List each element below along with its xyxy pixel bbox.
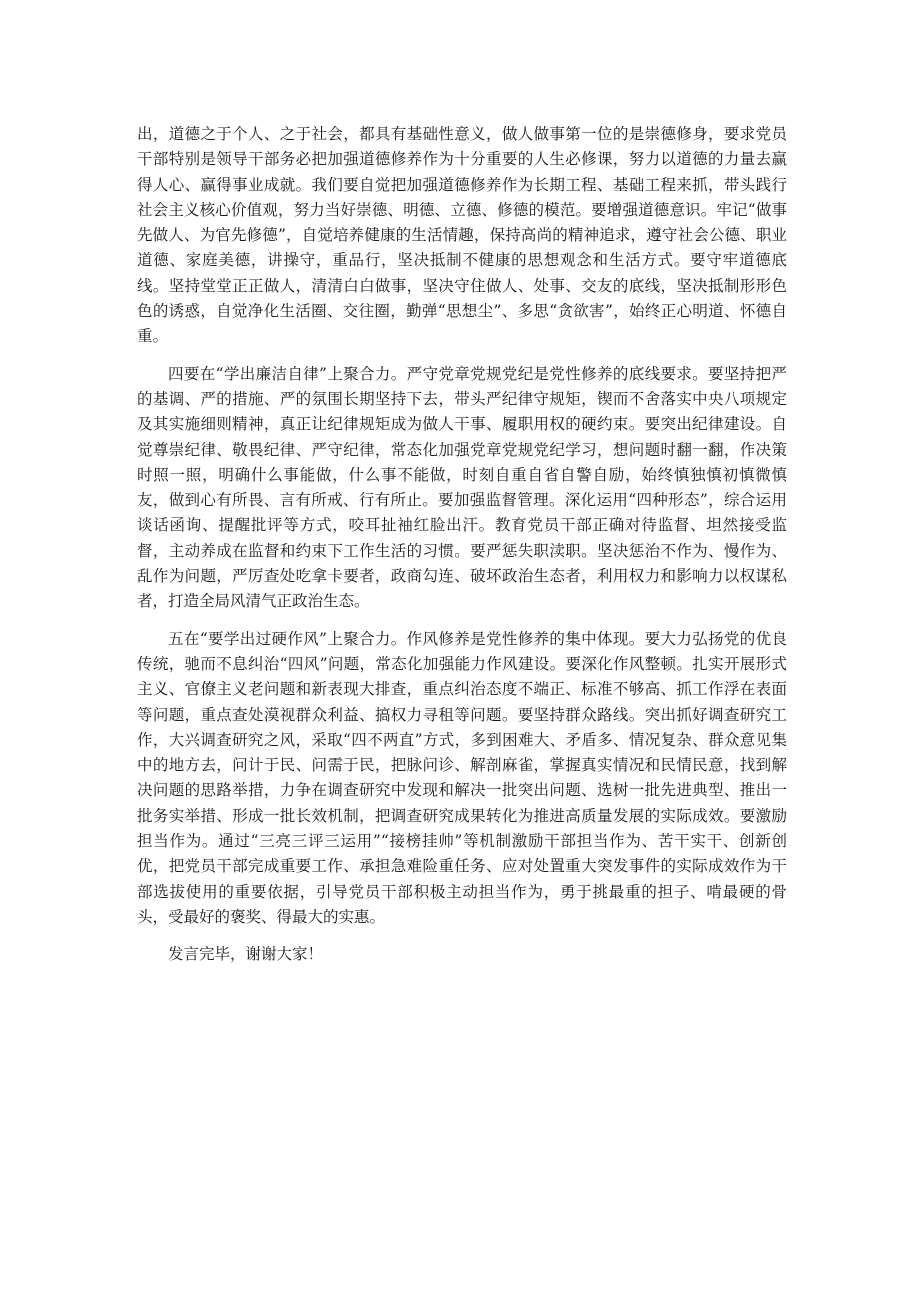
paragraph-continued: 出，道德之于个人、之于社会，都具有基础性意义，做人做事第一位的是崇德修身，要求党员干部特别是领导干部务必把加强道德修养作为十分重要的人生必修课，努力以道德的力量去赢得人心、赢得事业成就。我们要自觉把加强道德修养作为长期工程、基础工程来抓，带头践行社会主义核心价值观，努力当好崇德、明德、立德、修德的模范。要增强道德意识。牢记“做事先做人、为官先修德”，自觉培养健康的生活情趣，保持高尚的精神追求，遵守社会公德、职业道德、家庭美德，讲操守，重品行，坚决抵制不健康的思想观念和生活方式。要守牢道德底线。坚持堂堂正正做人，清清白白做事，坚决守住做人、处事、交友的底线，坚决抵制形形色色的诱惑，自觉净化生活圈、交往圈，勤弹“思想尘”、多思“贪欲害”，始终正心明道、怀德自重。 — [137, 125, 787, 346]
paragraph-closing: 发言完毕，谢谢大家！ — [168, 945, 324, 964]
paragraph-point-four: 四要在“学出廉洁自律”上聚合力。严守党章党规党纪是党性修养的底线要求。要坚持把严的基调、严的措施、严的氛围长期坚持下去，带头严纪律守规矩，锲而不舍落实中央八项规定及其实施细则精神，真正让纪律规矩成为做人干事、履职用权的硬约束。要突出纪律建设。自觉尊崇纪律、敬畏纪律、严守纪律，常态化加强党章党规党纪学习，想问题时翻一翻，作决策时照一照，明确什么事能做，什么事不能做，时刻自重自省自警自励，始终慎独慎初慎微慎友，做到心有所畏、言有所戒、行有所止。要加强监督管理。深化运用“四种形态”，综合运用谈话函询、提醒批评等方式，咬耳扯袖红脸出汗。教育党员干部正确对待监督、坦然接受监督，主动养成在监督和约束下工作生活的习惯。要严惩失职渎职。坚决惩治不作为、慢作为、乱作为问题，严厉查处吃拿卡要者，政商勾连、破坏政治生态者，利用权力和影响力以权谋私者，打造全局风清气正政治生态。 — [137, 364, 787, 611]
document-body — [137, 122, 787, 980]
paragraph-point-five: 五在“要学出过硬作风”上聚合力。作风修养是党性修养的集中体现。要大力弘扬党的优良传统，驰而不息纠治“四风”问题，常态化加强能力作风建设。要深化作风整顿。扎实开展形式主义、官僚主义老问题和新表现大排查，重点纠治态度不端正、标准不够高、抓工作浮在表面等问题，重点查处漠视群众利益、搞权力寻租等问题。要坚持群众路线。突出抓好调查研究工作，大兴调查研究之风，采取“四不两直”方式，多到困难大、矛盾多、情况复杂、群众意见集中的地方去，问计于民、问需于民，把脉问诊、解剖麻雀，掌握真实情况和民情民意，找到解决问题的思路举措，力争在调查研究中发现和解决一批突出问题、选树一批先进典型、推出一批务实举措、形成一批长效机制，把调查研究成果转化为推进高质量发展的实际成效。要激励担当作为。通过“三亮三评三运用”“接榜挂帅”等机制激励干部担当作为、苦干实干、创新创优，把党员干部完成重要工作、承担急难险重任务、应对处置重大突发事件的实际成效作为干部选拔使用的重要依据，引导党员干部积极主动担当作为，勇于挑最重的担子、啃最硬的骨头，受最好的褒奖、得最大的实惠。 — [137, 629, 787, 926]
